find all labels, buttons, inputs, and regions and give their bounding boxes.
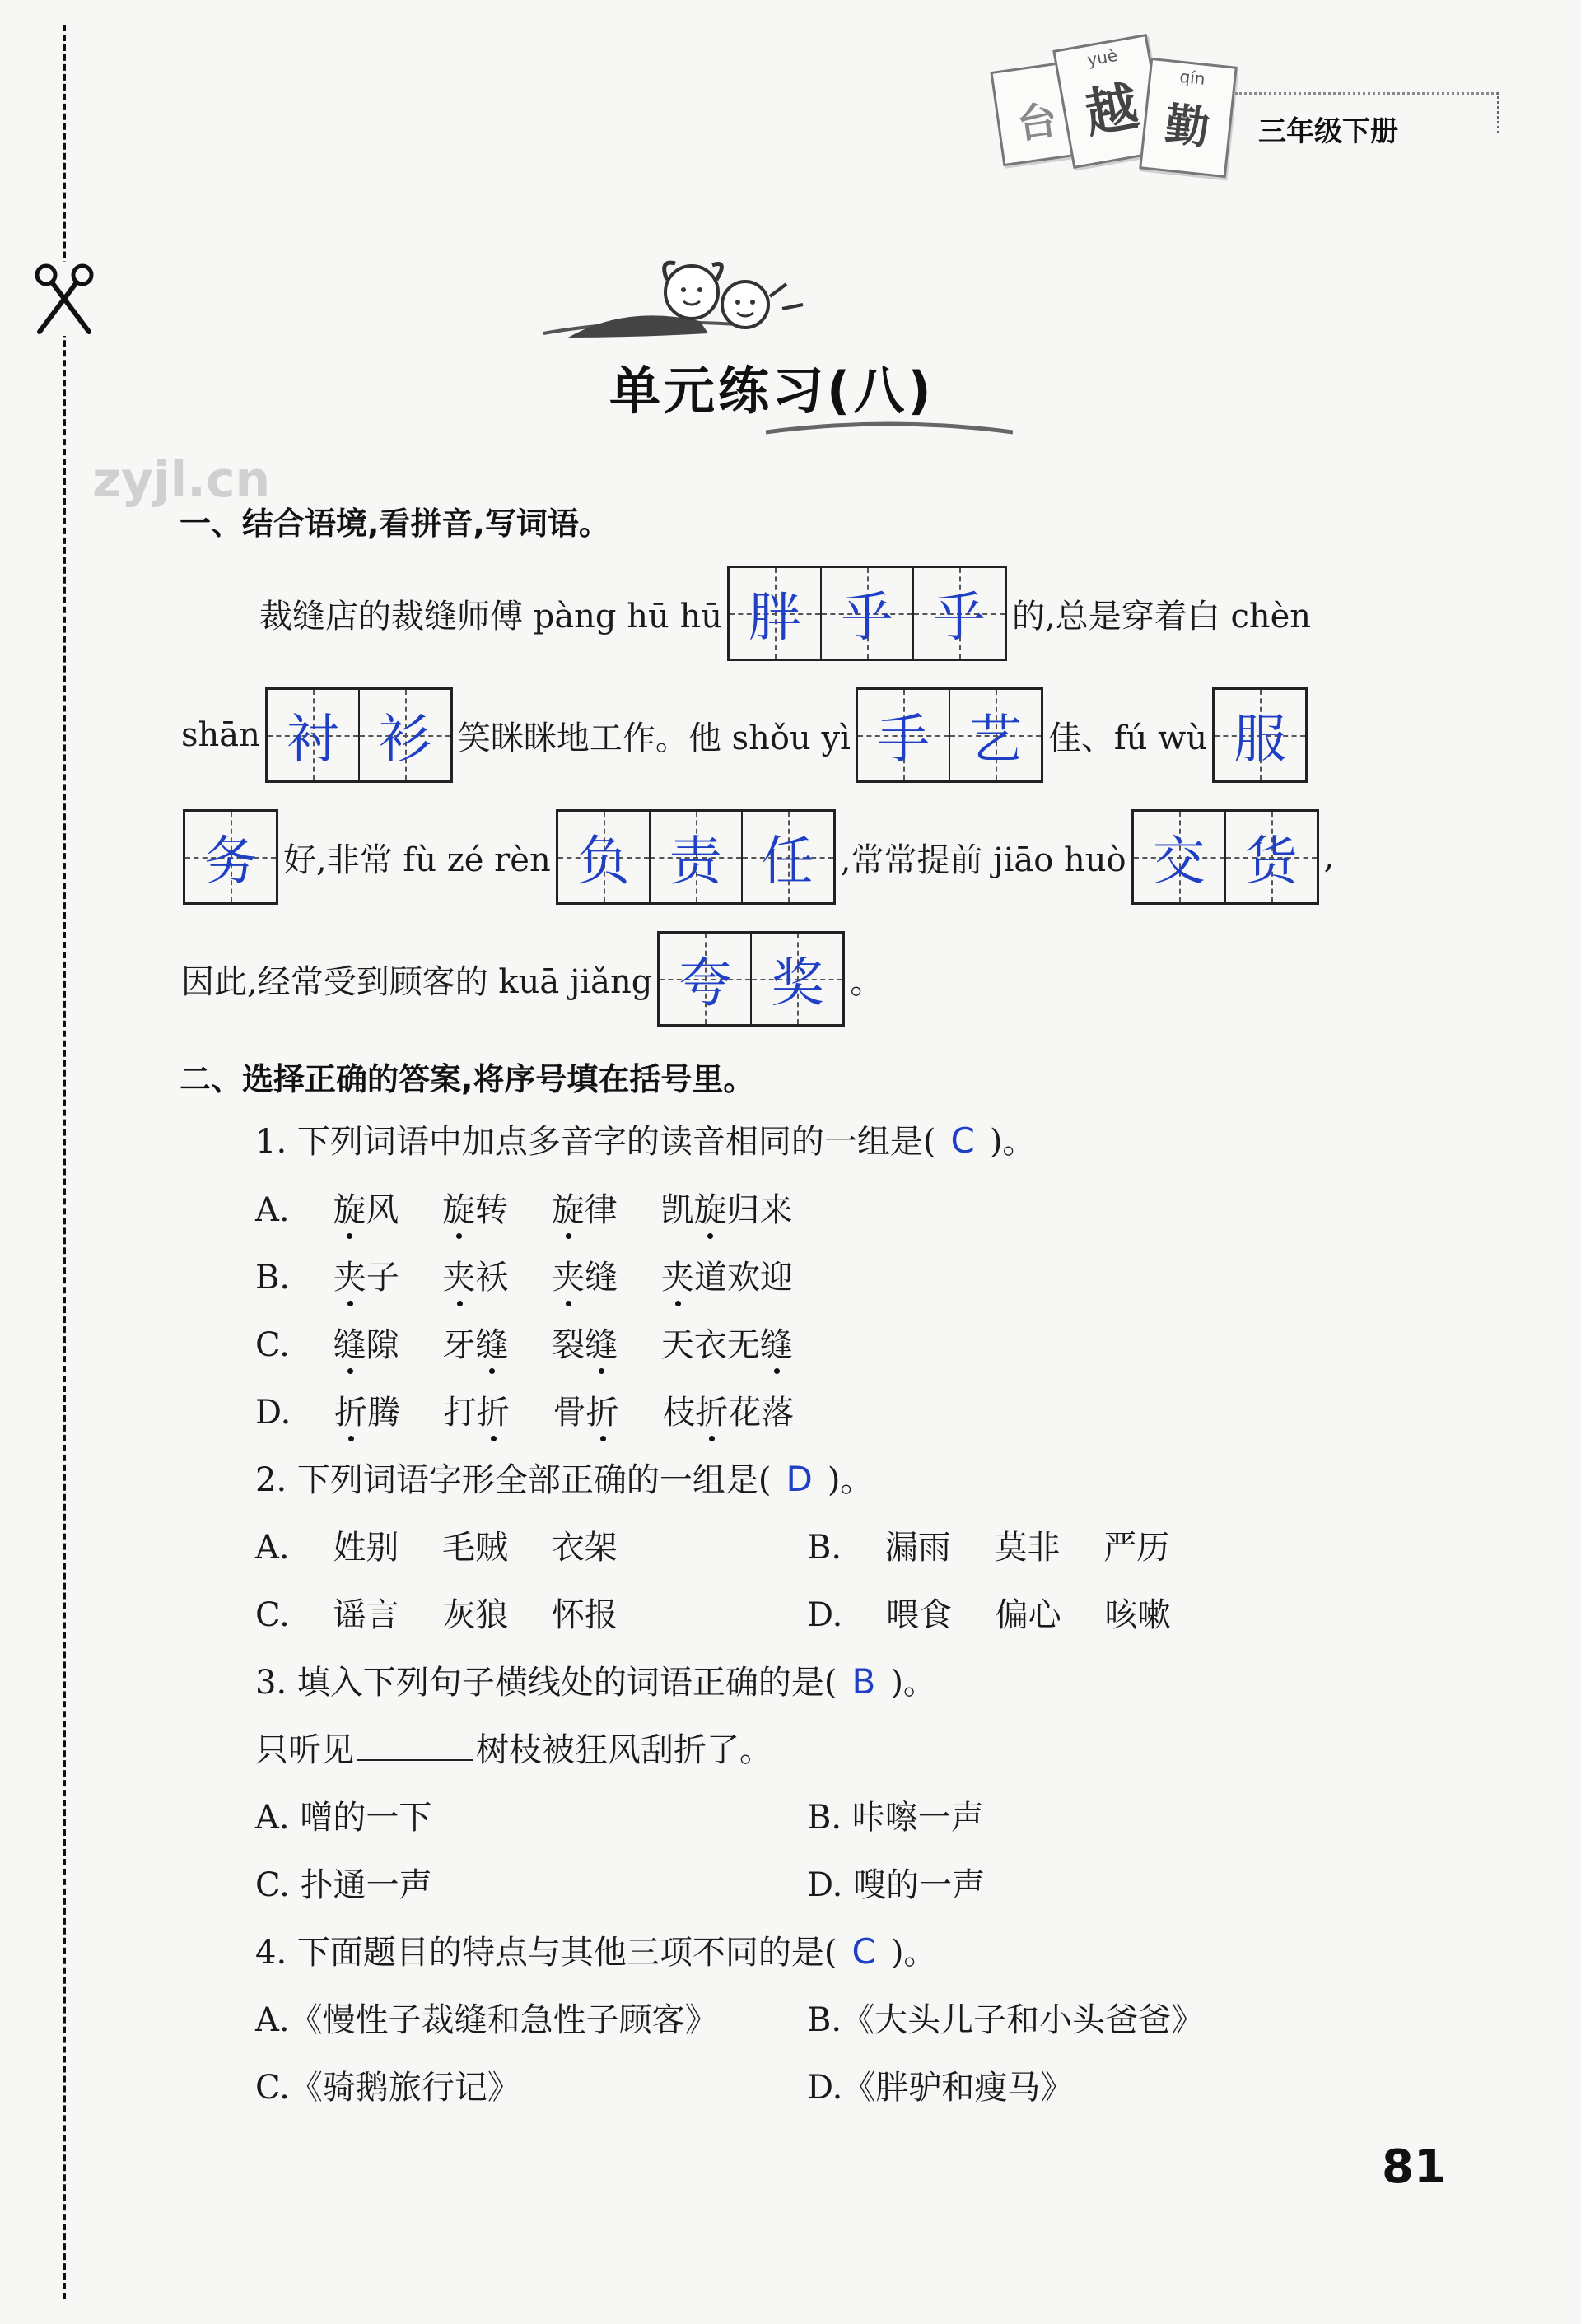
grid-cell: 衬 (268, 690, 358, 780)
grid-cell: 乎 (912, 568, 1005, 659)
word: 牙缝 (442, 1326, 509, 1364)
section-1-line-2 (181, 687, 1313, 783)
line-4-text-2: 。 (850, 962, 884, 1001)
line-4-text-1: 因此,经常受到顾客的 kuā jiǎng (181, 962, 653, 1001)
answer-q1: C (950, 1120, 975, 1161)
line-2-text-1: shān (181, 716, 260, 754)
answer-grid-kuajiang (657, 931, 845, 1027)
answer-q2: D (786, 1459, 813, 1499)
word: 缝隙 (333, 1326, 399, 1364)
line-2-text-2: 笑眯眯地工作。他 shǒu yì (457, 719, 851, 757)
unit-title: 单元练习(八) (609, 361, 935, 421)
grid-cell: 货 (1224, 812, 1317, 902)
answer-grid-wu (183, 809, 278, 905)
word: 枝折花落 (662, 1394, 795, 1432)
q2-option-d: D. 喂食 偏心 咳嗽 (807, 1596, 1171, 1634)
answer-grid-fuzeren (556, 809, 836, 905)
question-4: 4. 下面题目的特点与其他三项不同的是( C )。 (255, 1931, 937, 1972)
grid-cell: 胖 (730, 568, 820, 659)
grid-cell: 衫 (358, 690, 450, 780)
answer-grid-panghuhu (727, 566, 1007, 661)
answer-q3: B (851, 1661, 876, 1702)
grid-cell: 乎 (820, 568, 912, 659)
blank-line (357, 1735, 473, 1761)
answer-grid-shouyi (856, 687, 1043, 783)
scissors-icon (31, 262, 97, 336)
grade-label: 三年级下册 (1258, 115, 1398, 148)
word: 天衣无缝 (660, 1326, 793, 1364)
page-number: 81 (1382, 2140, 1446, 2194)
answer-grid-fu (1212, 687, 1308, 783)
question-1: 1. 下列词语中加点多音字的读音相同的一组是( C )。 (255, 1120, 1036, 1161)
stamp-2: yuè 越 (1052, 34, 1168, 169)
q3-option-d: D. 嗖的一声 (807, 1866, 986, 1904)
grid-cell: 交 (1134, 812, 1224, 902)
q4-option-c: C.《骑鹅旅行记》 (255, 2069, 520, 2107)
word: 打折 (443, 1394, 510, 1432)
kids-illustration (535, 247, 815, 362)
grid-cell: 夸 (660, 934, 750, 1024)
section-1-line-4 (181, 931, 883, 1027)
answer-grid-jiaohuo (1131, 809, 1319, 905)
q3-option-a: A. 噌的一下 (255, 1799, 432, 1837)
word: 夹子 (333, 1259, 399, 1297)
stamp-1: 台 (990, 61, 1081, 166)
grid-cell: 手 (858, 690, 949, 780)
q4-option-b: B.《大头儿子和小头爸爸》 (807, 2001, 1205, 2039)
word: 裂缝 (552, 1326, 618, 1364)
q2-option-b: B. 漏雨 莫非 严历 (807, 1529, 1170, 1567)
q3-option-c: C. 扑通一声 (255, 1866, 432, 1904)
grid-cell: 奖 (750, 934, 842, 1024)
line-2-text-3: 佳、fú wù (1047, 719, 1208, 757)
cut-line (63, 25, 66, 2299)
title-underline (766, 412, 1013, 445)
grid-cell: 艺 (949, 690, 1041, 780)
section-1-line-1 (259, 566, 1311, 661)
header-divider (1235, 92, 1499, 95)
question-3: 3. 填入下列句子横线处的词语正确的是( B )。 (255, 1661, 936, 1702)
line-1-text-2: 的,总是穿着白 chèn (1012, 597, 1312, 636)
watermark: zyjl.cn (92, 451, 271, 509)
section-2-title: 二、选择正确的答案,将序号填在括号里。 (180, 1061, 755, 1097)
grid-cell: 任 (741, 812, 833, 902)
q1-option-b: B. 夹子 夹袄 夹缝 夹道欢迎 (255, 1251, 826, 1298)
word: 骨折 (553, 1394, 619, 1432)
section-1-title: 一、结合语境,看拼音,写词语。 (180, 505, 610, 542)
grid-cell: 服 (1215, 690, 1305, 780)
header-stamps (996, 33, 1235, 198)
word: 夹袄 (442, 1259, 509, 1297)
grid-cell: 负 (558, 812, 649, 902)
header-divider-vertical (1497, 92, 1499, 133)
word: 旋转 (442, 1191, 509, 1229)
word: 夹缝 (552, 1259, 618, 1297)
line-1-text-1: 裁缝店的裁缝师傅 pàng hū hū (259, 597, 723, 636)
section-1-line-3 (178, 809, 1334, 905)
q1-option-d: D. 折腾 打折 骨折 枝折花落 (255, 1386, 827, 1433)
q2-option-a: A. 姓别 毛贼 衣架 (255, 1529, 618, 1567)
grid-cell: 责 (649, 812, 741, 902)
word: 折腾 (334, 1394, 401, 1432)
q2-option-c: C. 谣言 灰狼 怀报 (255, 1596, 618, 1634)
q3-sentence: 只听见 树枝被狂风刮折了。 (255, 1731, 772, 1769)
line-3-text-1: 好,非常 fù zé rèn (283, 841, 551, 879)
line-3-text-3: , (1323, 838, 1335, 876)
q4-option-d: D.《胖驴和瘦马》 (807, 2069, 1074, 2107)
q1-option-a: A. 旋风 旋转 旋律 凯旋归来 (255, 1184, 825, 1231)
q3-option-b: B. 咔嚓一声 (807, 1799, 984, 1837)
stamp-3: qín 勤 (1139, 58, 1238, 178)
q4-option-a: A.《慢性子裁缝和急性子顾客》 (255, 2001, 718, 2039)
answer-q4: C (851, 1931, 876, 1972)
q1-option-c: C. 缝隙 牙缝 裂缝 天衣无缝 (255, 1319, 826, 1366)
question-2: 2. 下列词语字形全部正确的一组是( D )。 (255, 1459, 874, 1499)
word: 夹道欢迎 (660, 1259, 793, 1297)
grid-cell: 务 (185, 812, 276, 902)
word: 旋风 (333, 1191, 399, 1229)
word: 凯旋归来 (660, 1191, 793, 1229)
word: 旋律 (551, 1191, 618, 1229)
line-3-text-2: ,常常提前 jiāo huò (840, 841, 1126, 879)
answer-grid-chenshan (265, 687, 453, 783)
